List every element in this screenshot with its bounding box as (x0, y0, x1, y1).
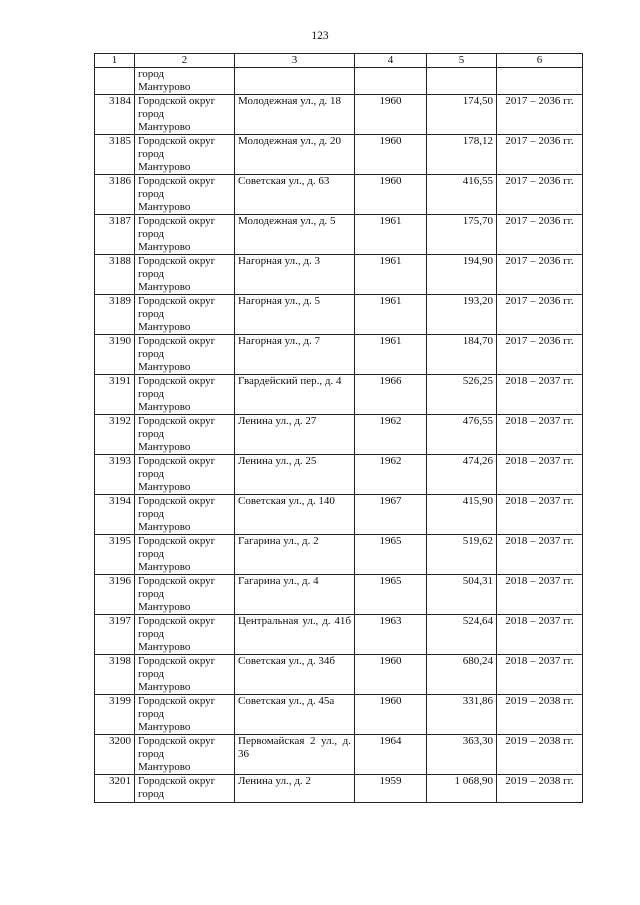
column-number: 3 (235, 54, 355, 68)
municipality-cell: Городской округ город Мантурово (135, 375, 235, 415)
address-cell: Ленина ул., д. 2 (235, 775, 355, 803)
year-cell: 1960 (355, 135, 427, 175)
repair-period-cell: 2017 – 2036 гг. (497, 175, 583, 215)
table-row (95, 135, 583, 175)
row-number-cell: 3193 (95, 455, 135, 495)
address-cell: Ленина ул., д. 25 (235, 455, 355, 495)
repair-period-cell: 2017 – 2036 гг. (497, 135, 583, 175)
municipality-cell: Городской округ город Мантурово (135, 455, 235, 495)
address-cell: Гагарина ул., д. 4 (235, 575, 355, 615)
repair-period-cell: 2019 – 2038 гг. (497, 735, 583, 775)
column-number: 6 (497, 54, 583, 68)
municipality-cell: Городской округ город Мантурово (135, 175, 235, 215)
area-cell: 416,55 (427, 175, 497, 215)
area-cell: 363,30 (427, 735, 497, 775)
area-cell: 184,70 (427, 335, 497, 375)
area-cell: 680,24 (427, 655, 497, 695)
repair-period-cell: 2018 – 2037 гг. (497, 455, 583, 495)
address-cell: Молодежная ул., д. 20 (235, 135, 355, 175)
repair-period-cell: 2019 – 2038 гг. (497, 695, 583, 735)
year-cell: 1961 (355, 335, 427, 375)
row-number-cell: 3186 (95, 175, 135, 215)
repair-period-cell: 2017 – 2036 гг. (497, 255, 583, 295)
area-cell: 193,20 (427, 295, 497, 335)
row-number-cell: 3197 (95, 615, 135, 655)
repair-period-cell: 2018 – 2037 гг. (497, 615, 583, 655)
municipality-cell: город Мантурово (135, 68, 235, 95)
address-cell: Советская ул., д. 63 (235, 175, 355, 215)
row-number-cell: 3185 (95, 135, 135, 175)
table-row (95, 495, 583, 535)
municipality-cell: Городской округ город Мантурово (135, 695, 235, 735)
municipality-cell: Городской округ город (135, 775, 235, 803)
year-cell: 1965 (355, 575, 427, 615)
page-number: 123 (311, 30, 329, 42)
repair-period-cell (497, 68, 583, 95)
municipality-cell: Городской округ город Мантурово (135, 415, 235, 455)
area-cell: 331,86 (427, 695, 497, 735)
table-row (95, 95, 583, 135)
address-cell: Нагорная ул., д. 5 (235, 295, 355, 335)
repair-period-cell: 2018 – 2037 гг. (497, 535, 583, 575)
table-row (95, 415, 583, 455)
municipality-cell: Городской округ город Мантурово (135, 295, 235, 335)
year-cell: 1960 (355, 655, 427, 695)
row-number-cell (95, 68, 135, 95)
area-cell: 175,70 (427, 215, 497, 255)
municipality-cell: Городской округ город Мантурово (135, 735, 235, 775)
address-cell: Молодежная ул., д. 5 (235, 215, 355, 255)
area-cell: 519,62 (427, 535, 497, 575)
housing-register-table (94, 53, 583, 803)
row-number-cell: 3184 (95, 95, 135, 135)
year-cell: 1967 (355, 495, 427, 535)
row-number-cell: 3201 (95, 775, 135, 803)
table-row (95, 535, 583, 575)
address-cell: Советская ул., д. 45а (235, 695, 355, 735)
address-cell: Гвардейский пер., д. 4 (235, 375, 355, 415)
row-number-cell: 3199 (95, 695, 135, 735)
table-row (95, 775, 583, 803)
address-cell: Гагарина ул., д. 2 (235, 535, 355, 575)
table-row (95, 575, 583, 615)
row-number-cell: 3188 (95, 255, 135, 295)
year-cell: 1964 (355, 735, 427, 775)
year-cell: 1960 (355, 95, 427, 135)
area-cell: 476,55 (427, 415, 497, 455)
row-number-cell: 3195 (95, 535, 135, 575)
municipality-cell: Городской округ город Мантурово (135, 335, 235, 375)
column-number-row (95, 54, 583, 68)
row-number-cell: 3190 (95, 335, 135, 375)
table-row (95, 215, 583, 255)
area-cell: 178,12 (427, 135, 497, 175)
repair-period-cell: 2018 – 2037 гг. (497, 655, 583, 695)
table-row (95, 735, 583, 775)
municipality-cell: Городской округ город Мантурово (135, 135, 235, 175)
table-row (95, 335, 583, 375)
municipality-cell: Городской округ город Мантурово (135, 655, 235, 695)
address-cell: Советская ул., д. 140 (235, 495, 355, 535)
column-number: 2 (135, 54, 235, 68)
year-cell: 1961 (355, 215, 427, 255)
repair-period-cell: 2018 – 2037 гг. (497, 415, 583, 455)
address-cell: Молодежная ул., д. 18 (235, 95, 355, 135)
area-cell (427, 68, 497, 95)
year-cell: 1962 (355, 455, 427, 495)
year-cell: 1960 (355, 695, 427, 735)
repair-period-cell: 2019 – 2038 гг. (497, 775, 583, 803)
table-row (95, 295, 583, 335)
municipality-cell: Городской округ город Мантурово (135, 255, 235, 295)
row-number-cell: 3196 (95, 575, 135, 615)
year-cell: 1961 (355, 295, 427, 335)
repair-period-cell: 2018 – 2037 гг. (497, 575, 583, 615)
repair-period-cell: 2017 – 2036 гг. (497, 215, 583, 255)
row-number-cell: 3198 (95, 655, 135, 695)
address-cell: Нагорная ул., д. 7 (235, 335, 355, 375)
repair-period-cell: 2017 – 2036 гг. (497, 95, 583, 135)
area-cell: 415,90 (427, 495, 497, 535)
table-row (95, 695, 583, 735)
municipality-cell: Городской округ город Мантурово (135, 575, 235, 615)
municipality-cell: Городской округ город Мантурово (135, 615, 235, 655)
repair-period-cell: 2017 – 2036 гг. (497, 295, 583, 335)
municipality-cell: Городской округ город Мантурово (135, 95, 235, 135)
address-cell: Советская ул., д. 34б (235, 655, 355, 695)
column-number: 5 (427, 54, 497, 68)
address-cell: Центральная ул., д. 41б (235, 615, 355, 655)
municipality-cell: Городской округ город Мантурово (135, 495, 235, 535)
row-number-cell: 3191 (95, 375, 135, 415)
row-number-cell: 3200 (95, 735, 135, 775)
year-cell: 1959 (355, 775, 427, 803)
area-cell: 504,31 (427, 575, 497, 615)
municipality-cell: Городской округ город Мантурово (135, 215, 235, 255)
row-number-cell: 3189 (95, 295, 135, 335)
row-number-cell: 3187 (95, 215, 135, 255)
year-cell (355, 68, 427, 95)
address-cell: Нагорная ул., д. 3 (235, 255, 355, 295)
year-cell: 1962 (355, 415, 427, 455)
area-cell: 474,26 (427, 455, 497, 495)
row-number-cell: 3192 (95, 415, 135, 455)
municipality-cell: Городской округ город Мантурово (135, 535, 235, 575)
table-row (95, 375, 583, 415)
column-number: 1 (95, 54, 135, 68)
address-cell (235, 68, 355, 95)
area-cell: 524,64 (427, 615, 497, 655)
address-cell: Первомайская 2 ул., д. 36 (235, 735, 355, 775)
area-cell: 174,50 (427, 95, 497, 135)
row-number-cell: 3194 (95, 495, 135, 535)
area-cell: 194,90 (427, 255, 497, 295)
year-cell: 1966 (355, 375, 427, 415)
year-cell: 1963 (355, 615, 427, 655)
year-cell: 1960 (355, 175, 427, 215)
area-cell: 526,25 (427, 375, 497, 415)
repair-period-cell: 2017 – 2036 гг. (497, 335, 583, 375)
repair-period-cell: 2018 – 2037 гг. (497, 495, 583, 535)
area-cell: 1 068,90 (427, 775, 497, 803)
address-cell: Ленина ул., д. 27 (235, 415, 355, 455)
column-number: 4 (355, 54, 427, 68)
table-row (95, 655, 583, 695)
table-row (95, 68, 583, 95)
year-cell: 1965 (355, 535, 427, 575)
table-row (95, 455, 583, 495)
year-cell: 1961 (355, 255, 427, 295)
table-row (95, 255, 583, 295)
table-row (95, 175, 583, 215)
table-row (95, 615, 583, 655)
repair-period-cell: 2018 – 2037 гг. (497, 375, 583, 415)
